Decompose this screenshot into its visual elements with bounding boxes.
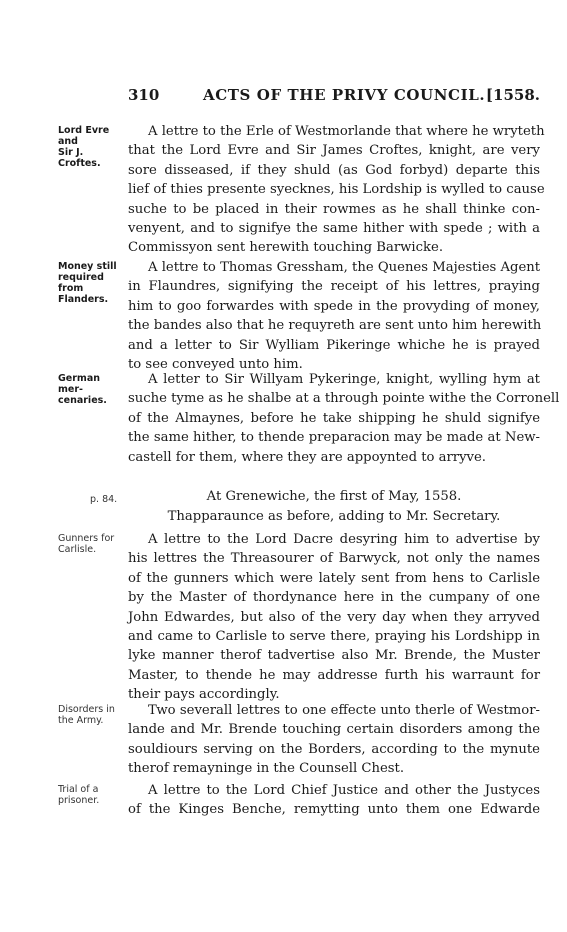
entry-line: A lettre to the Erle of Westmorlande that where he wryteth (148, 124, 545, 139)
entry-paragraph (128, 258, 540, 374)
running-header (128, 86, 540, 108)
entry-line: John Edwardes, but also of the very day when they arryved (128, 609, 540, 625)
entry-line: lief of thies presente syecknes, his Lordship is wylled to cause (128, 182, 545, 198)
entry-line: castell for them, where they are appoynted to arryve. (128, 449, 487, 465)
margin-note-line: Disorders in (58, 704, 115, 715)
entry-line: A lettre to the Lord Dacre desyring him to advertise by (148, 532, 540, 547)
margin-note-line: Sir J. Croftes. (58, 147, 101, 169)
entry-paragraph (128, 122, 545, 258)
page-reference: p. 84. (90, 494, 118, 505)
entry-paragraph (128, 781, 540, 820)
entry-line: the same hither, to thende preparacion may be made at New- (128, 430, 540, 446)
margin-note-gunners (58, 533, 128, 555)
margin-note-line: Flanders. (58, 294, 109, 305)
entry-line: to see conveyed unto him. (128, 357, 303, 373)
entry-line: lande and Mr. Brende touching certain disorders among the (128, 722, 540, 738)
margin-note-lord-evre (58, 125, 128, 169)
entry-line: Master, to thende he may addresse furth his warraunt for (128, 667, 540, 683)
entry-line: his lettres the Threasourer of Barwyck, not only the names (128, 551, 540, 567)
entry-line: and a letter to Sir Wylliam Pikeringe whiche he is prayed (128, 337, 540, 353)
session-heading: At Grenewiche, the first of May, 1558. (206, 489, 462, 504)
entry-line: by the Master of thordynance here in the cumpany of one (128, 590, 540, 606)
entry-line: and came to Carlisle to serve there, praying his Lordshipp in (128, 629, 540, 645)
entry-line: A lettre to the Lord Chief Justice and other the Justyces (148, 783, 540, 798)
entry-paragraph (128, 530, 540, 705)
margin-note-german (58, 373, 128, 406)
entry-line: him to goo forwardes with spede in the provyding of money, (128, 298, 540, 314)
entry-line: suche to be placed in their rowmes as he shall thinke con- (128, 201, 540, 217)
entry-line: of the Almaynes, before he take shipping he shuld signifye (128, 410, 540, 426)
entry-line: in Flaundres, signifying the receipt of his lettres, praying (128, 279, 540, 295)
margin-note-line: Trial of a (58, 784, 99, 795)
margin-note-line: required from (58, 272, 104, 294)
entry-line: of the gunners which were lately sent from hens to Carlisle (128, 570, 540, 586)
page-number: 310 (128, 86, 160, 104)
attendance-line: Thapparaunce as before, adding to Mr. Secretary. (167, 509, 501, 524)
header-year: [1558. (485, 86, 540, 104)
page-title: ACTS OF THE PRIVY COUNCIL. (203, 86, 486, 104)
entry-line: of the Kinges Benche, remytting unto them one Edwarde (128, 802, 540, 818)
entry-line: Two severall lettres to one effecte unto therle of Westmor- (148, 703, 540, 718)
margin-note-line: the Army. (58, 715, 104, 726)
entry-line: A letter to Sir Willyam Pykeringe, knight, wylling hym at (148, 372, 540, 387)
margin-note-line: Lord Evre and (58, 125, 110, 147)
margin-note-line: German mer- (58, 373, 100, 395)
entry-line: therof remayninge in the Counsell Chest. (128, 761, 405, 777)
entry-line: lyke manner therof tadvertise also Mr. Brende, the Muster (128, 648, 540, 664)
margin-note-line: Money still (58, 261, 117, 272)
entry-line: venyent, and to signifye the same hither with spede ; with a (128, 221, 540, 237)
entry-line: that the Lord Evre and Sir James Croftes, knight, are very (128, 143, 540, 159)
entry-line: their pays accordingly. (128, 687, 280, 703)
entry-line: suche tyme as he shalbe at a through pointe withe the Corronell (128, 391, 560, 407)
margin-note-trial (58, 784, 128, 806)
margin-note-line: prisoner. (58, 795, 100, 806)
margin-note-line: Gunners for (58, 533, 115, 544)
margin-note-disorders (58, 704, 128, 726)
entry-line: Commissyon sent herewith touching Barwicke. (128, 240, 444, 256)
entry-line: the bandes also that he requyreth are sent unto him herewith (128, 318, 542, 334)
entry-paragraph (128, 370, 560, 467)
entry-line: sore disseased, if they shuld (as God forbyd) departe this (128, 162, 540, 178)
entry-line: A lettre to Thomas Gressham, the Quenes Majesties Agent (148, 260, 541, 275)
margin-note-line: cenaries. (58, 395, 107, 406)
entry-line: souldiours serving on the Borders, according to the mynute (128, 741, 540, 757)
margin-note-line: Carlisle. (58, 544, 97, 555)
entry-paragraph (128, 701, 540, 779)
margin-note-money (58, 261, 128, 305)
